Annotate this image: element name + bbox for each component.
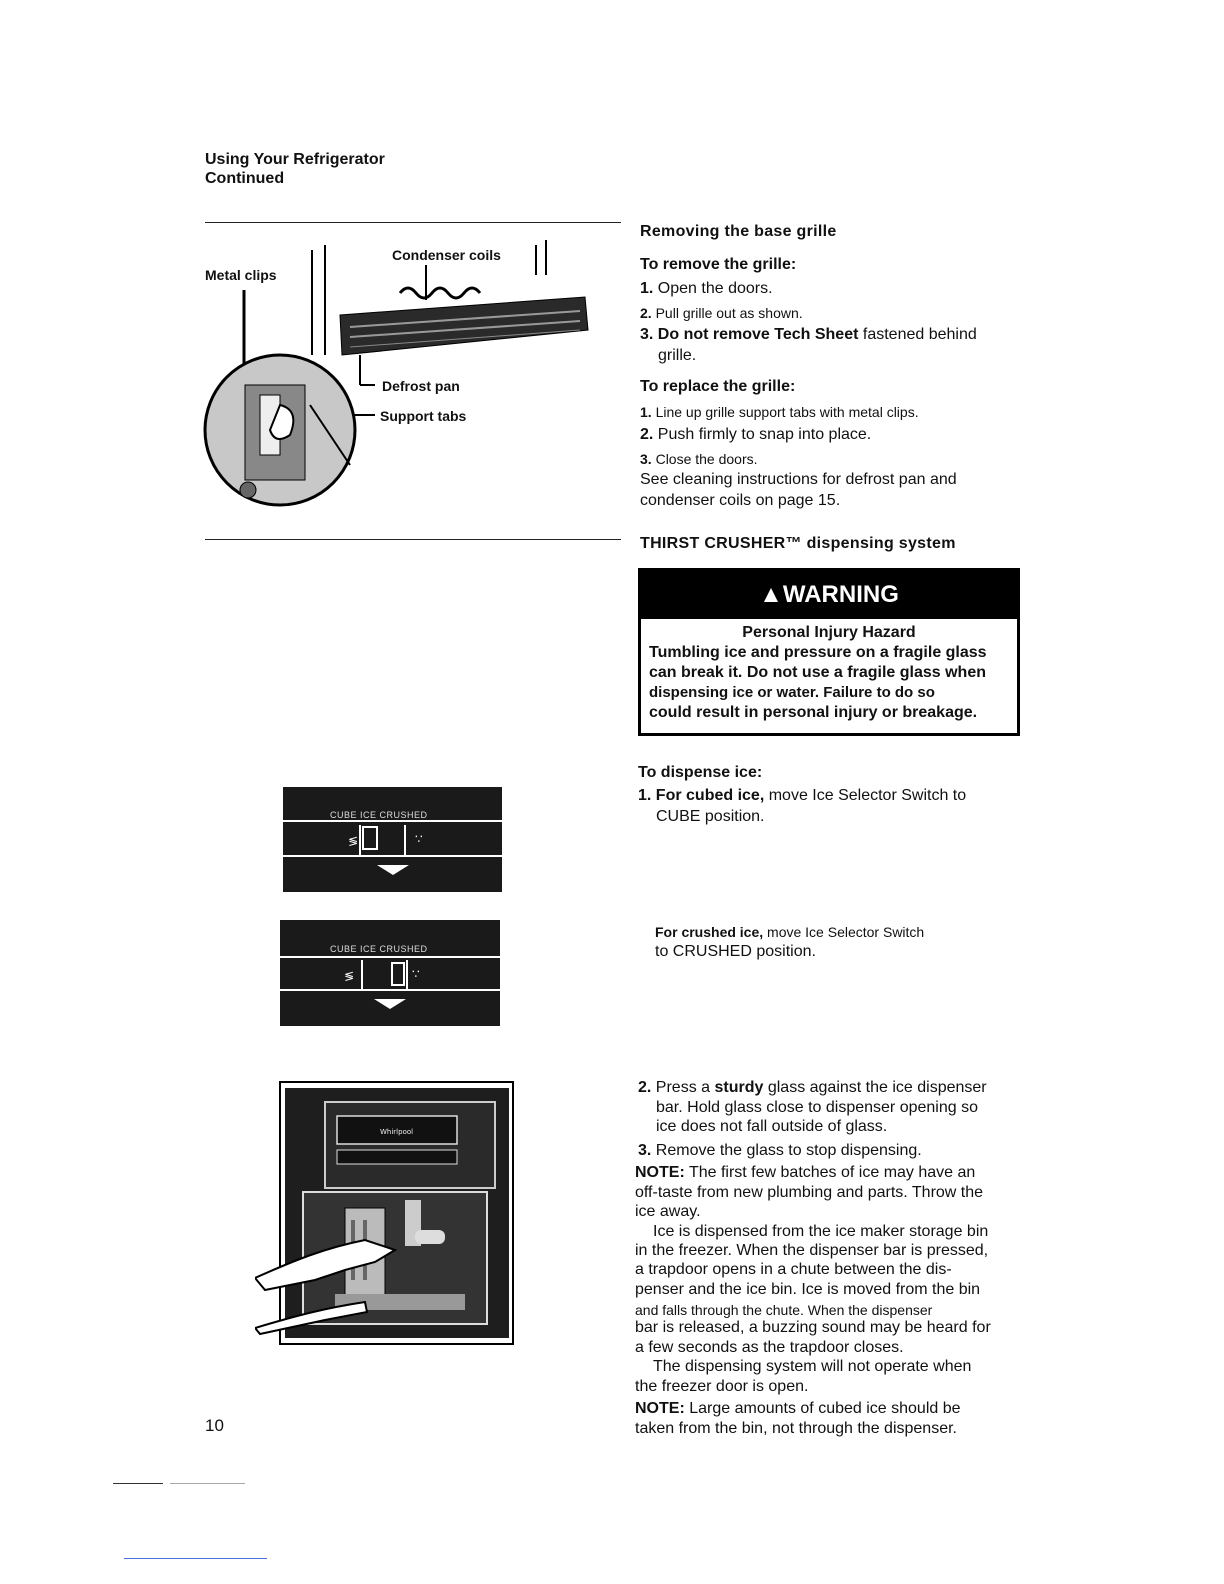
step-number: 2. (638, 1079, 652, 1096)
note-2 (635, 1399, 961, 1419)
label-defrost-pan: Defrost pan (382, 378, 460, 394)
warning-line: could result in personal injury or breakage. (649, 704, 978, 721)
step-text: Press a (655, 1079, 715, 1096)
section-subtitle: Continued (205, 170, 285, 187)
warning-box (638, 568, 1020, 736)
grille-heading: Removing the base grille (640, 223, 837, 240)
footer-link-line (124, 1558, 267, 1559)
section-header (205, 150, 385, 188)
note-text: Large amounts of cubed ice should be (684, 1400, 961, 1417)
step-text: Pull grille out as shown. (655, 305, 803, 321)
step-text: Remove the glass to stop dispensing. (655, 1142, 922, 1159)
step-number: 3. (640, 451, 652, 467)
crushed-bold: For crushed ice, (655, 924, 764, 940)
step-text: Open the doors. (657, 280, 773, 297)
ice-step-2-l3: ice does not fall outside of glass. (656, 1118, 888, 1135)
note-1-l3: ice away. (635, 1203, 701, 1220)
replace-step-3 (640, 449, 758, 469)
remove-step-1 (640, 279, 773, 299)
dispenser-illustration (255, 1080, 517, 1348)
see-instructions-1: See cleaning instructions for defrost pan and (640, 471, 957, 488)
svg-text:∵: ∵ (412, 967, 420, 981)
note-label: NOTE: (635, 1164, 685, 1181)
selector-switch-drawing (283, 787, 502, 892)
ice-heading: To dispense ice: (638, 764, 763, 781)
step-number: 1. (640, 404, 652, 420)
dispensing-heading: THIRST CRUSHER™ dispensing system (640, 535, 956, 552)
note-1-l2: off-taste from new plumbing and parts. Throw the (635, 1184, 984, 1201)
para-line: in the freezer. When the dispenser bar is pressed, (635, 1242, 989, 1259)
step-text: glass against the ice dispenser (763, 1079, 987, 1096)
ice-step-2-l2: bar. Hold glass close to dispenser opening so (656, 1099, 978, 1116)
step-number: 3. (640, 326, 654, 343)
warning-line: dispensing ice or water. Failure to do so (649, 684, 935, 701)
note-2-l2: taken from the bin, not through the dispenser. (635, 1420, 957, 1437)
replace-heading: To replace the grille: (640, 378, 796, 395)
step-number: 2. (640, 305, 652, 321)
step-text: Line up grille support tabs with metal clips. (655, 404, 919, 420)
step-bold: Do not remove Tech Sheet (657, 326, 859, 343)
label-metal-clips: Metal clips (205, 267, 277, 283)
warning-line: Tumbling ice and pressure on a fragile glass (649, 644, 987, 661)
svg-text:≶: ≶ (344, 969, 355, 983)
step-number: 2. (640, 426, 654, 443)
para-line: a trapdoor opens in a chute between the dis- (635, 1261, 952, 1278)
replace-step-1 (640, 402, 919, 422)
replace-step-2 (640, 425, 871, 445)
remove-step-3-cont: grille. (658, 347, 697, 364)
step-number: 1. (640, 280, 654, 297)
remove-step-3 (640, 325, 977, 345)
para-line: and falls through the chute. When the dispenser (635, 1302, 933, 1318)
para-line: Ice is dispensed from the ice maker storage bin (653, 1223, 989, 1240)
svg-text:∵: ∵ (415, 832, 423, 846)
ice-step-3 (638, 1141, 922, 1161)
step-bold: For cubed ice, (655, 787, 765, 804)
para-line: penser and the ice bin. Ice is moved from the bin (635, 1281, 981, 1298)
crushed-ice (655, 922, 924, 942)
step-text: move Ice Selector Switch to (764, 787, 967, 804)
divider-mid (205, 539, 621, 540)
step-number: 3. (638, 1142, 652, 1159)
dispenser-drawing (255, 1080, 517, 1348)
step-number: 1. (638, 787, 652, 804)
warning-title: ▲WARNING (641, 571, 1017, 619)
see-instructions-2: condenser coils on page 15. (640, 492, 841, 509)
step-text: fastened behind (858, 326, 977, 343)
crushed-ice-cont: to CRUSHED position. (655, 943, 816, 960)
remove-heading: To remove the grille: (640, 256, 797, 273)
label-support-tabs: Support tabs (380, 408, 467, 424)
selector-panel-cube (283, 787, 502, 892)
note-text: The first few batches of ice may have an (684, 1164, 976, 1181)
ice-step-2 (638, 1078, 987, 1098)
brand-logo: Whirlpool (380, 1128, 414, 1136)
step-bold: sturdy (714, 1079, 764, 1096)
page-number: 10 (205, 1416, 224, 1435)
divider-top (205, 222, 621, 223)
ice-step-1 (638, 786, 966, 806)
para2-line: the freezer door is open. (635, 1378, 809, 1395)
footer-rule (113, 1483, 163, 1484)
ice-step-1-cont: CUBE position. (656, 808, 765, 825)
selector-panel-crushed (280, 920, 500, 1026)
para2-line: The dispensing system will not operate when (653, 1358, 972, 1375)
para-line: bar is released, a buzzing sound may be heard for (635, 1319, 991, 1336)
panel-label: CUBE ICE CRUSHED (330, 810, 428, 820)
section-title: Using Your Refrigerator (205, 151, 385, 168)
selector-switch-drawing (280, 920, 500, 1026)
note-1 (635, 1163, 975, 1183)
step-text: Close the doors. (655, 451, 758, 467)
step-text: Push firmly to snap into place. (657, 426, 872, 443)
note-label: NOTE: (635, 1400, 685, 1417)
svg-text:≶: ≶ (348, 834, 359, 848)
panel-label: CUBE ICE CRUSHED (330, 944, 428, 954)
remove-step-2 (640, 303, 803, 323)
warning-line: can break it. Do not use a fragile glass when (649, 664, 986, 681)
hazard-title: Personal Injury Hazard (742, 624, 916, 641)
label-condenser-coils: Condenser coils (392, 247, 501, 263)
para-line: a few seconds as the trapdoor closes. (635, 1339, 904, 1356)
footer-dash (170, 1483, 245, 1484)
crushed-text: move Ice Selector Switch (763, 924, 925, 940)
